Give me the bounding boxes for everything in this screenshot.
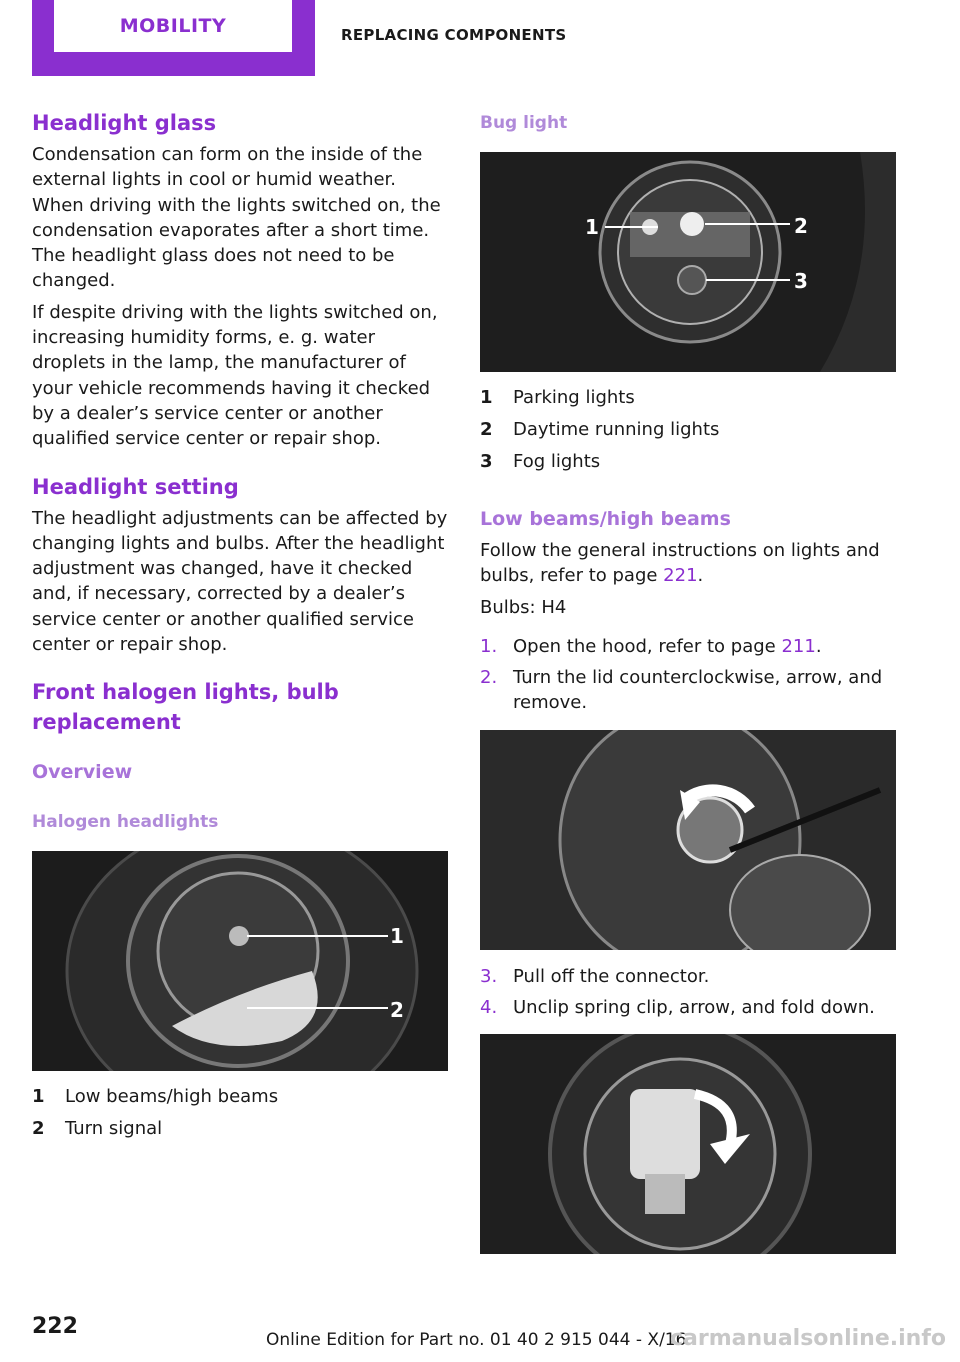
callout-2: 2: [794, 214, 808, 238]
step-text: Unclip spring clip, arrow, and fold down.: [513, 997, 875, 1019]
legend-number: 3: [480, 451, 493, 472]
steps-list: [480, 634, 896, 716]
paragraph: Bulbs: H4: [480, 596, 567, 618]
callout-3: 3: [794, 269, 808, 293]
callout-1: 1: [585, 215, 599, 239]
left-column: [32, 108, 448, 1145]
page-reference-link[interactable]: 221: [663, 565, 698, 587]
legend-item: [480, 382, 896, 414]
headlight-lid-photo: [480, 730, 896, 950]
step-number: 3.: [480, 965, 498, 987]
legend-item: [32, 1081, 448, 1113]
heading-bug-light: Bug light: [480, 113, 568, 133]
section-title: REPLACING COMPONENTS: [341, 26, 567, 44]
callout-1: 1: [390, 924, 404, 949]
right-column: [480, 108, 896, 1254]
heading-low-high-beams: Low beams/high beams: [480, 508, 731, 530]
spring-clip-photo: [480, 1034, 896, 1254]
legend-label: Fog lights: [513, 451, 601, 472]
step-text: Open the hood, refer to page 211.: [513, 635, 822, 657]
step-number: 1.: [480, 635, 498, 657]
legend-number: 2: [480, 419, 493, 440]
legend-number: 1: [480, 387, 493, 408]
heading-headlight-setting: Headlight setting: [32, 474, 239, 499]
step-text: Turn the lid counterclockwise, arrow, and remove.: [513, 667, 883, 714]
chapter-tab-label: MOBILITY: [54, 0, 292, 52]
steps-list: [480, 964, 896, 1021]
step-item: [480, 964, 896, 989]
heading-front-halogen: Front halogen lights, bulb replacement: [32, 680, 339, 735]
legend-label: Low beams/high beams: [65, 1086, 279, 1108]
heading-headlight-glass: Headlight glass: [32, 111, 217, 135]
figure-legend: [32, 1081, 448, 1145]
callout-2: 2: [390, 998, 404, 1023]
step-item: [480, 634, 896, 659]
legend-label: Parking lights: [513, 387, 635, 408]
paragraph: Condensation can form on the inside of the external lights in cool or humid weather. When driving with the lights switched on, the condensation evaporates after a short time. The headlight glass does not need to be changed.: [32, 144, 441, 292]
step-item: [480, 665, 896, 716]
watermark: carmanualsonline.info: [670, 1326, 946, 1351]
bug-light-photo: [480, 152, 896, 372]
chapter-tab: [32, 0, 315, 76]
heading-halogen-headlights: Halogen headlights: [32, 812, 219, 833]
legend-item: [480, 414, 896, 446]
paragraph: If despite driving with the lights switched on, increasing humidity forms, e. g. water droplets in the lamp, the manufacturer of your vehicle recommends having it checked by a dealer’s service center or another qualified service center or repair shop.: [32, 301, 438, 450]
paragraph: Follow the general instructions on lights and bulbs, refer to page 221.: [480, 540, 880, 587]
step-number: 4.: [480, 997, 498, 1019]
legend-item: [32, 1113, 448, 1145]
heading-overview: Overview: [32, 761, 133, 784]
page-reference-link[interactable]: 211: [781, 635, 816, 657]
halogen-headlight-photo: [32, 851, 448, 1071]
legend-item: [480, 446, 896, 478]
legend-label: Daytime running lights: [513, 419, 720, 440]
step-text: Pull off the connector.: [513, 965, 710, 987]
figure-legend: [480, 382, 896, 478]
step-item: [480, 995, 896, 1020]
legend-number: 2: [32, 1118, 45, 1140]
step-number: 2.: [480, 667, 498, 689]
page-number: 222: [32, 1314, 78, 1339]
legend-label: Turn signal: [65, 1118, 163, 1140]
edition-footer: Online Edition for Part no. 01 40 2 915 044 - X/16: [266, 1330, 687, 1350]
paragraph: The headlight adjustments can be affected by changing lights and bulbs. After the headlight adjustment was changed, have it checked and, if necessary, corrected by a dealer’s service center or another qualified service center or repair shop.: [32, 507, 448, 656]
legend-number: 1: [32, 1086, 45, 1108]
